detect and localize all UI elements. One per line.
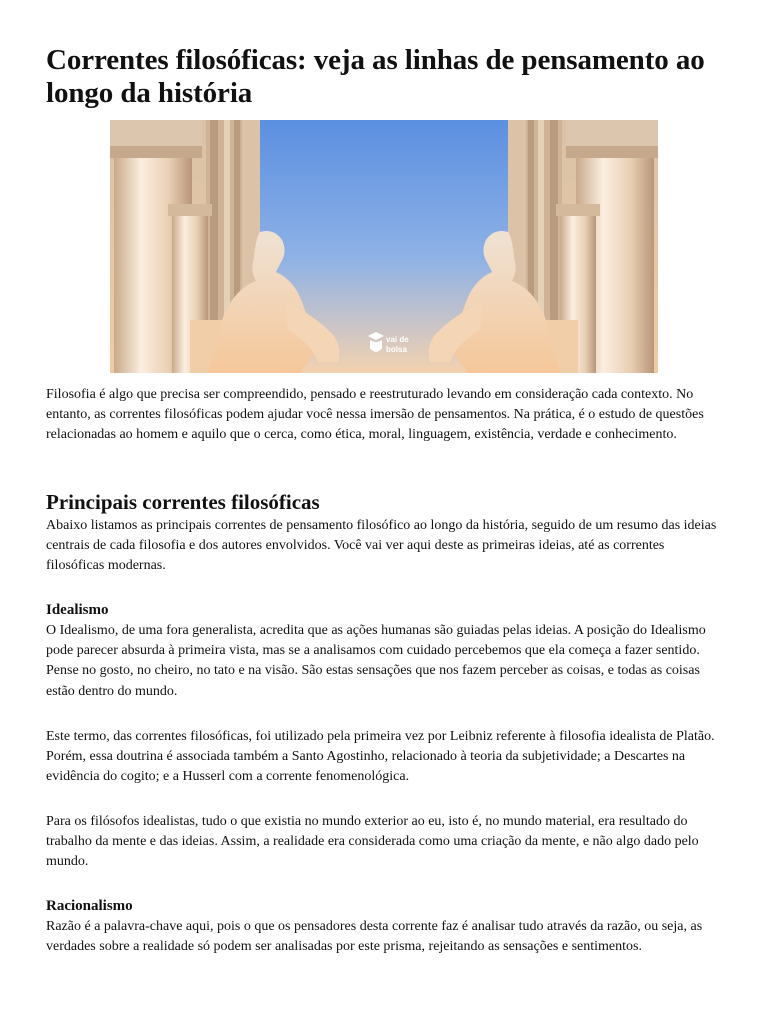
idealismo-paragraph-2: Este termo, das correntes filosóficas, foi utilizado pela primeira vez por Leibniz referente à filosofia idealista de Platão. Porém, essa doutrina é associada também a Santo Agostinho, relacionado à teoria da subjetividade; a Descartes na evidência do cogito; e a Husserl com a corrente fenomenológica. xyxy=(46,729,715,785)
racionalismo-paragraph-1: Razão é a palavra-chave aqui, pois o que os pensadores desta corrente faz é analisar tudo através da razão, ou seja, as verdades sobre a realidade só podem ser analisadas por este prisma, rejeitando as sensações e sentimentos. xyxy=(46,919,703,955)
idealismo-heading: Idealismo xyxy=(46,602,109,618)
idealismo-paragraph-3: Para os filósofos idealistas, tudo o que existia no mundo exterior ao eu, isto é, no mundo material, era resultado do trabalho da mente e das ideias. Assim, a realidade era considerada como uma criação da mente, e não algo dado pelo mundo. xyxy=(46,814,699,870)
intro-paragraph: Filosofia é algo que precisa ser compreendido, pensado e reestruturado levando em consideração cada contexto. No entanto, as correntes filosóficas podem ajudar você nessa imersão de pensamentos. Na prática, é o estudo de questões relacionadas ao homem e aquilo que o cerca, como ética, moral, linguagem, existência, verdade e conhecimento. xyxy=(46,387,704,443)
racionalismo-heading: Racionalismo xyxy=(46,898,133,914)
article-title: Correntes filosóficas: veja as linhas de pensamento ao longo da história xyxy=(46,44,705,109)
section-intro-paragraph: Abaixo listamos as principais correntes de pensamento filosófico ao longo da história, seguido de um resumo das ideias centrais de cada filosofia e dos autores envolvidos. Você vai ver aqui deste as primeiras ideias, até as correntes filosóficas modernas. xyxy=(46,518,717,574)
vai-de-bolsa-logo xyxy=(368,332,409,354)
section-heading: Principais correntes filosóficas xyxy=(46,490,320,514)
hero-image xyxy=(110,120,658,373)
svg-text:vai de: vai de xyxy=(386,335,409,344)
idealismo-paragraph-1: O Idealismo, de uma fora generalista, acredita que as ações humanas são guiadas pelas ideias. A posição do Idealismo pode parecer absurda à primeira vista, mas se a analisamos com cuidado percebemos que ela começa a fazer sentido. Pense no gosto, no cheiro, no tato e na visão. São estas sensações que nos fazem perceber as coisas, e todas as coisas estão dentro do mundo. xyxy=(46,623,706,699)
svg-text:bolsa: bolsa xyxy=(386,345,407,354)
